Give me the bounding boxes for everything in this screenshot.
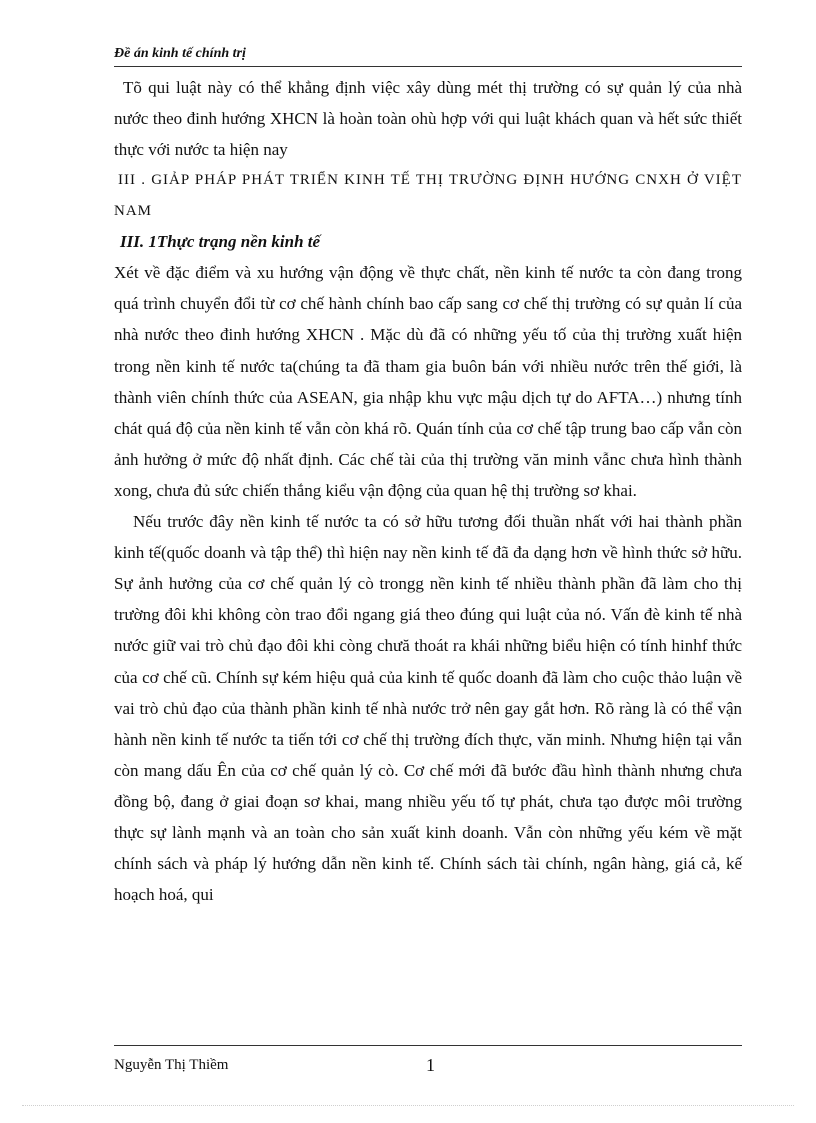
- document-body: [114, 72, 742, 910]
- section-heading: III . GIẢP PHÁP PHÁT TRIỂN KINH TẾ THỊ TRƯỜNG ĐỊNH HƯỚNG CNXH Ở VIỆT NAM: [114, 172, 742, 220]
- running-header: Đề án kinh tế chính trị: [114, 46, 246, 61]
- header-rule: [114, 66, 742, 67]
- page-number: 1: [426, 1055, 435, 1075]
- footer-rule: [114, 1045, 742, 1046]
- page-boundary: [22, 1105, 794, 1106]
- footer-author: Nguyễn Thị Thiềm: [114, 1057, 229, 1073]
- body-paragraph-1: Xét về đặc điểm và xu hướng vận động về thực chất, nền kinh tế nước ta còn đang trong quá trình chuyển đổi từ cơ chế hành chính bao cấp sang cơ chế thị trường có sự quản lí của nhà nước theo đinh hướng XHCN . Mặc dù đã có những yếu tố của thị trường xuất hiện trong nền kinh tế nước ta(chúng ta đã tham gia buôn bán với nhiều nước trên thế giới, là thành viên chính thức của ASEAN, gia nhập khu vực mậu dịch tự do AFTA…) nhưng tính chát quá độ của nền kinh tế vẫn còn khá rõ. Quán tính của cơ chế tập trung bao cấp vẫn còn ảnh hưởng ở mức độ nhất định. Các chế tài của thị trường văn minh vẫnc chưa hình thành xong, chưa đủ sức chiến thắng kiểu vận động của quan hệ thị trường sơ khai.: [114, 263, 742, 500]
- body-paragraph-2: Nếu trước đây nền kinh tế nước ta có sở hữu tương đối thuần nhất với hai thành phần kinh tế(quốc doanh và tập thể) thì hiện nay nền kinh tế đã đa dạng hơn về hình thức sở hữu. Sự ảnh hưởng của cơ chế quản lý cò trongg nền kinh tế nhiều thành phần đã làm cho thị trường đôi khi không còn trao đổi ngang giá theo đúng qui luật của nó. Vấn đè kinh tế nhà nước giữ vai trò chủ đạo đôi khi còng chưă thoát ra khái những biểu hiện có tính hinhf thức của cơ chế cũ. Chính sự kém hiệu quả của kinh tế quốc doanh đã làm cho cuộc thảo luận về vai trò chủ đạo của thành phần kinh tế nhà nước trở nên gay gắt hơn. Rõ ràng là có thể vận hành nền kinh tế nước ta tiến tới cơ chế thị trường đích thực, văn minh. Nhưng hiện tại vẫn còn mang dấu Ên của cơ chế quản lý cò. Cơ chế mới đã bước đầu hình thành nhưng chưa đồng bộ, đang ở giai đoạn sơ khai, mang nhiều yếu tố tự phát, chưa tạo được môi trường thực sự lành mạnh và an toàn cho sản xuất kinh doanh. Vẫn còn những yếu kém về mặt chính sách và pháp lý hướng dẫn nền kinh tế. Chính sách tài chính, ngân hàng, giá cả, kế hoạch hoá, qui: [114, 512, 742, 905]
- intro-paragraph: Tõ qui luật này có thể khẳng định việc xây dùng mét thị trường có sự quản lý của nhà nước theo đinh hướng XHCN là hoàn toàn ohù hợp với qui luật khách quan và hết sức thiết thực với nước ta hiện nay: [114, 78, 742, 160]
- subsection-heading: III. 1Thực trạng nền kinh tế: [120, 232, 321, 252]
